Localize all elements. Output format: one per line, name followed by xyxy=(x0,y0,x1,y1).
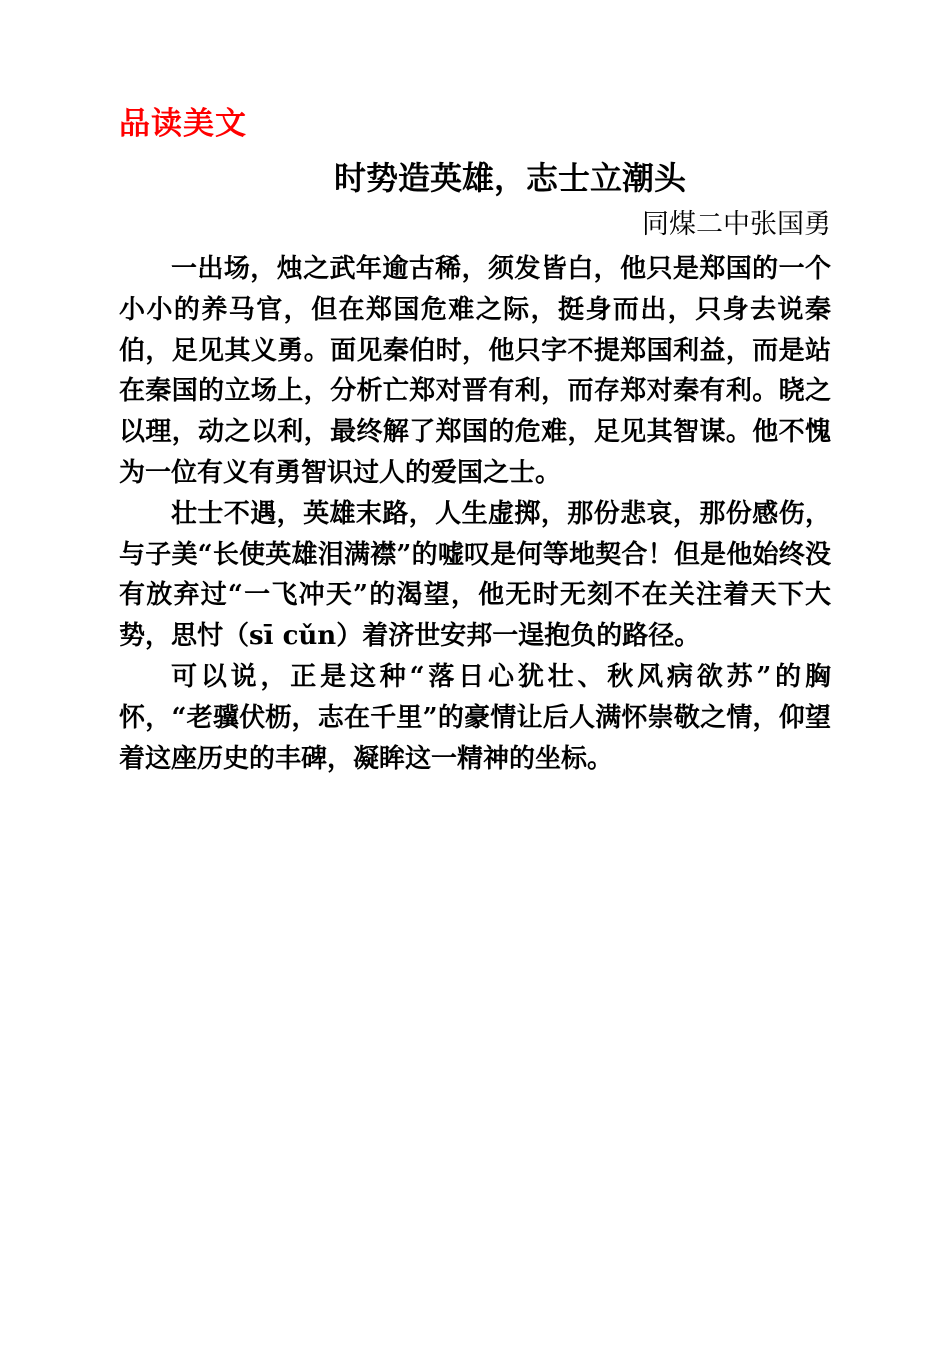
paragraph: 壮士不遇，英雄末路，人生虚掷，那份悲哀，那份感伤，与子美“长使英雄泪满襟”的嘘叹是何等地契合！但是他始终没有放弃过“一飞冲天”的渴望，他无时无刻不在关注着天下大势，思忖（sī cǔn）着济世安邦一逞抱负的路径。 xyxy=(119,498,831,652)
article-body xyxy=(119,249,831,779)
paragraph: 一出场，烛之武年逾古稀，须发皆白，他只是郑国的一个小小的养马官，但在郑国危难之际，挺身而出，只身去说秦伯，足见其义勇。面见秦伯时，他只字不提郑国利益，而是站在秦国的立场上，分析亡郑对晋有利，而存郑对秦有利。晓之以理，动之以利，最终解了郑国的危难，足见其智谋。他不愧为一位有义有勇智识过人的爱国之士。 xyxy=(119,254,831,488)
article-title: 时势造英雄，志士立潮头 xyxy=(333,159,686,197)
author-line: 同煤二中张国勇 xyxy=(642,209,831,240)
section-label: 品读美文 xyxy=(119,106,247,142)
paragraph: 可以说，正是这种“落日心犹壮、秋风病欲苏”的胸怀，“老骥伏枥，志在千里”的豪情让后人满怀崇敬之情，仰望着这座历史的丰碑，凝眸这一精神的坐标。 xyxy=(119,661,831,774)
